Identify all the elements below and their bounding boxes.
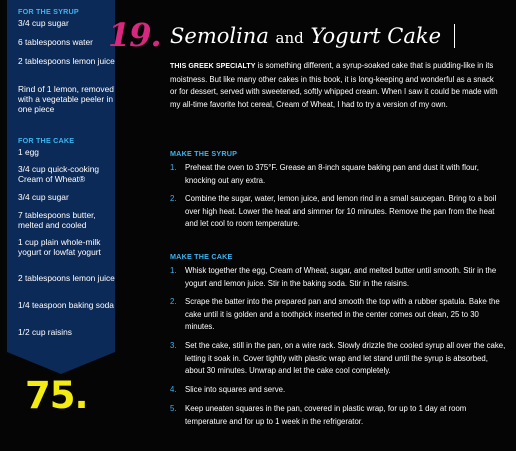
step-text: Set the cake, still in the pan, on a wire rack. Slowly drizzle the cooled syrup all over the cake, letting it soak in. Cover tightly with plastic wrap and let stand until the syrup is absorbed, about 30 minutes. Unwrap and let the cake cool completely. — [185, 341, 506, 376]
step-number: 2. — [170, 297, 177, 306]
cake-step — [170, 265, 506, 290]
step-text: Scrape the batter into the prepared pan and smooth the top with a rubber spatula. Bake the cake until it is golden and a toothpick inserted in the center comes out clean, 25 to 30 minutes. — [185, 297, 500, 332]
title-part-1: Semolina — [170, 24, 269, 48]
ingredient-text: 2 tablespoons lemon juice — [18, 56, 115, 66]
step-number: 2. — [170, 194, 177, 203]
step-text: Preheat the oven to 375°F. Grease an 8-inch square baking pan and dust it with flour, knocking out any extra. — [185, 163, 479, 185]
syrup-step — [170, 193, 506, 231]
sidebar-point — [7, 352, 115, 374]
cake-step — [170, 384, 506, 397]
title-part-2: Yogurt Cake — [310, 24, 441, 48]
ingredient-item: 1/2 cup raisins — [18, 327, 72, 337]
cake-ingredients-heading: FOR THE CAKE — [18, 136, 75, 145]
ingredient-item: 3/4 cup sugar — [18, 192, 69, 202]
ingredient-item: 7 tablespoons butter, melted and cooled — [18, 210, 96, 231]
step-text: Keep uneaten squares in the pan, covered in plastic wrap, for up to 1 day at room temperature and for up to 1 week in the refrigerator. — [185, 404, 467, 426]
syrup-ingredients-heading: FOR THE SYRUP — [18, 7, 79, 16]
step-number: 1. — [170, 266, 177, 275]
ingredient-item: 1 egg — [18, 147, 39, 157]
cake-step — [170, 403, 506, 428]
make-cake-heading: MAKE THE CAKE — [170, 252, 233, 261]
ingredient-item — [18, 84, 116, 115]
recipe-intro — [170, 60, 500, 111]
recipe-number: 19. — [108, 16, 161, 54]
ingredient-item: 3/4 cup sugar — [18, 18, 69, 28]
ingredient-item: 6 tablespoons water — [18, 37, 93, 47]
step-number: 4. — [170, 385, 177, 394]
make-syrup-heading: MAKE THE SYRUP — [170, 149, 238, 158]
step-number: 3. — [170, 341, 177, 350]
cake-step — [170, 296, 506, 334]
step-text: Combine the sugar, water, lemon juice, and lemon rind in a small saucepan. Bring to a boil over high heat. Lower the heat and simmer for 10 minutes. Remove the pan from the heat and let cool to room temperature. — [185, 194, 497, 229]
syrup-step — [170, 162, 506, 187]
ingredients-sidebar — [7, 0, 115, 352]
page-number: 75. — [25, 374, 88, 417]
intro-body: is something different, a syrup-soaked cake that is pudding-like in its moistness. But like many other cakes in this book, it is long-keeping and wonderful as a snack or for dessert, served with sweetened, softly whipped cream. When I saw it could be made with my all-time favorite hot cereal, Cream of Wheat, I had to try a version of my own. — [170, 61, 498, 109]
ingredient-text: Rind of 1 lemon, removed with a vegetable peeler in one piece — [18, 84, 114, 115]
text-cursor — [454, 24, 455, 48]
title-and: and — [275, 29, 304, 47]
step-number: 1. — [170, 163, 177, 172]
ingredient-item: 1 cup plain whole-milk yogurt or lowfat yogurt — [18, 237, 101, 258]
recipe-title — [170, 23, 441, 51]
step-text: Whisk together the egg, Cream of Wheat, sugar, and melted butter until smooth. Stir in the yogurt and lemon juice. Stir in the baking soda. Stir in the raisins. — [185, 266, 497, 288]
step-text: Slice into squares and serve. — [185, 385, 286, 394]
intro-lead: THIS GREEK SPECIALTY — [170, 63, 256, 70]
ingredient-item: 1/4 teaspoon baking soda — [18, 300, 114, 310]
cake-step — [170, 340, 506, 378]
ingredient-item: 3/4 cup quick-cooking Cream of Wheat® — [18, 164, 100, 185]
step-number: 5. — [170, 404, 177, 413]
ingredient-item — [18, 56, 116, 66]
ingredient-item: 2 tablespoons lemon juice — [18, 273, 115, 283]
